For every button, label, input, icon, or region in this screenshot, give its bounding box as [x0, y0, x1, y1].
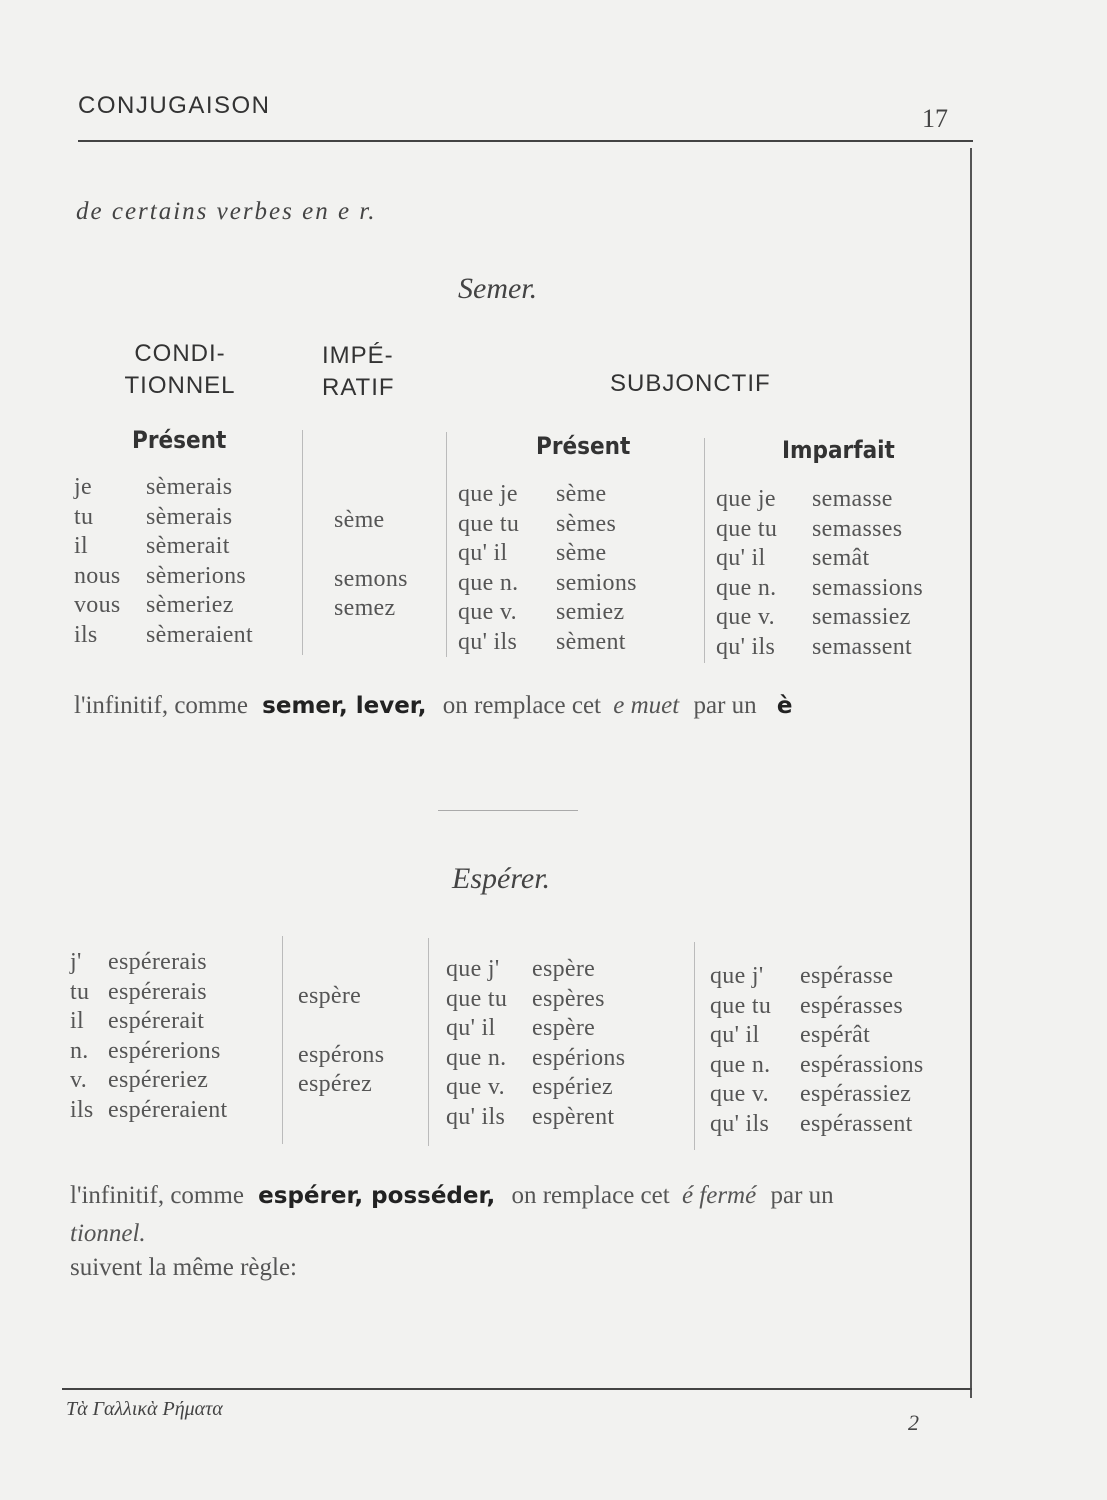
list-item: qu' il espère — [446, 1015, 596, 1041]
note-text: on remplace cet — [511, 1182, 670, 1209]
note-text: on remplace cet — [442, 692, 602, 719]
list-item: que v. espérassiez — [710, 1081, 912, 1107]
list-item: semons — [334, 565, 408, 592]
semer-subj-imparfait-list — [716, 485, 923, 662]
esperer-conditionnel-list — [70, 948, 228, 1125]
note-bold: semer, lever, — [262, 693, 427, 719]
header-subjonctif: SUBJONCTIF — [610, 370, 771, 397]
list-item — [298, 952, 384, 982]
list-item: qu' ils espérassent — [710, 1110, 913, 1137]
header-imperatif: IMPÉ- RATIF — [322, 342, 395, 401]
list-item: que tu espères — [446, 985, 605, 1012]
list-item: que n. semassions — [716, 574, 923, 601]
esperer-note-line3: suivent la même règle: — [70, 1254, 298, 1281]
semer-col-rule-1 — [302, 430, 303, 655]
note-text: l'infinitif, comme — [74, 692, 248, 719]
list-item: v. espéreriez — [70, 1067, 209, 1093]
list-item — [334, 535, 408, 565]
esperer-imperatif-list — [298, 952, 384, 1129]
semer-rule-note — [74, 692, 793, 720]
semer-title: Semer. — [458, 272, 538, 305]
note-text: l'infinitif, comme — [70, 1182, 244, 1209]
list-item: il sèmerait — [74, 533, 230, 559]
esperer-note-line2: tionnel. — [70, 1220, 146, 1247]
list-item: il espérerait — [70, 1008, 205, 1034]
footer-book-title: Τὰ Γαλλικὰ Ρήματα — [66, 1398, 223, 1420]
list-item: tu sèmerais — [74, 503, 233, 530]
list-item: tu espérerais — [70, 978, 207, 1005]
list-item: qu' il semât — [716, 545, 870, 571]
list-item: que n. semions — [458, 569, 637, 596]
note-bold: è — [776, 693, 793, 719]
semer-col-rule-3 — [704, 438, 705, 663]
header-rule — [78, 140, 973, 142]
esperer-rule-note — [70, 1182, 834, 1210]
list-item — [298, 1011, 384, 1041]
esperer-col-rule-2 — [428, 938, 429, 1146]
list-item: que tu semasses — [716, 515, 903, 542]
list-item: semez — [334, 595, 396, 621]
list-item: que j' espère — [446, 956, 596, 982]
list-item: qu' ils espèrent — [446, 1103, 615, 1130]
page-number: 17 — [922, 104, 948, 133]
list-item: vous sèmeriez — [74, 592, 234, 618]
esperer-col-rule-1 — [282, 936, 283, 1144]
note-bold: espérer, posséder, — [258, 1183, 496, 1209]
intro-fragment: de certains verbes en e r. — [76, 198, 377, 225]
list-item: qu' ils sèment — [458, 628, 626, 655]
list-item: qu' il sème — [458, 540, 607, 566]
footer-signature: 2 — [908, 1410, 919, 1435]
list-item: que v. espériez — [446, 1074, 614, 1100]
list-item: que n. espérions — [446, 1044, 626, 1071]
note-italic: é fermé — [681, 1182, 757, 1209]
note-text: par un — [770, 1182, 834, 1209]
list-item: que v. semassiez — [716, 604, 911, 630]
list-item: nous sèmerions — [74, 562, 247, 589]
list-item: que tu espérasses — [710, 992, 903, 1019]
list-item: que n. espérassions — [710, 1051, 924, 1078]
list-item: espère — [298, 982, 362, 1009]
list-item: ils sèmeraient — [74, 621, 253, 648]
list-item — [334, 624, 408, 654]
esperer-col-rule-3 — [694, 942, 695, 1150]
semer-imperatif-list — [334, 476, 408, 653]
semer-col-rule-2 — [446, 432, 447, 657]
list-item: que je semasse — [716, 486, 893, 512]
subhead-subj-imparfait: Imparfait — [782, 436, 895, 464]
esperer-subj-imparfait-list — [710, 962, 924, 1139]
subhead-cond-present: Présent — [132, 426, 227, 454]
list-item: que v. semiez — [458, 599, 625, 625]
list-item: qu' il espérât — [710, 1022, 871, 1048]
list-item — [334, 476, 408, 506]
subhead-subj-present: Présent — [536, 432, 631, 460]
esperer-title: Espérer. — [452, 862, 551, 895]
list-item — [298, 1100, 384, 1130]
list-item: ils espéreraient — [70, 1096, 228, 1123]
semer-conditionnel-list — [74, 473, 253, 650]
list-item: j' espérerais — [70, 949, 207, 975]
section-separator — [438, 810, 578, 811]
list-item: qu' ils semassent — [716, 633, 913, 660]
list-item: espérons — [298, 1041, 385, 1068]
list-item: espérez — [298, 1071, 373, 1097]
header-conditionnel: CONDI- TIONNEL — [124, 340, 236, 399]
list-item: que j' espérasse — [710, 963, 894, 989]
semer-subj-present-list — [458, 480, 637, 657]
list-item: que je sème — [458, 481, 607, 507]
list-item: n. espérerions — [70, 1037, 221, 1064]
note-italic: e muet — [613, 692, 680, 719]
list-item: sème — [334, 506, 385, 533]
list-item: je sèmerais — [74, 474, 233, 500]
esperer-subj-present-list — [446, 955, 625, 1132]
right-border-line — [970, 148, 972, 1398]
list-item: que tu sèmes — [458, 510, 617, 537]
running-title: CONJUGAISON — [78, 92, 271, 119]
footer-rule — [62, 1388, 972, 1390]
note-text: par un — [693, 692, 757, 719]
